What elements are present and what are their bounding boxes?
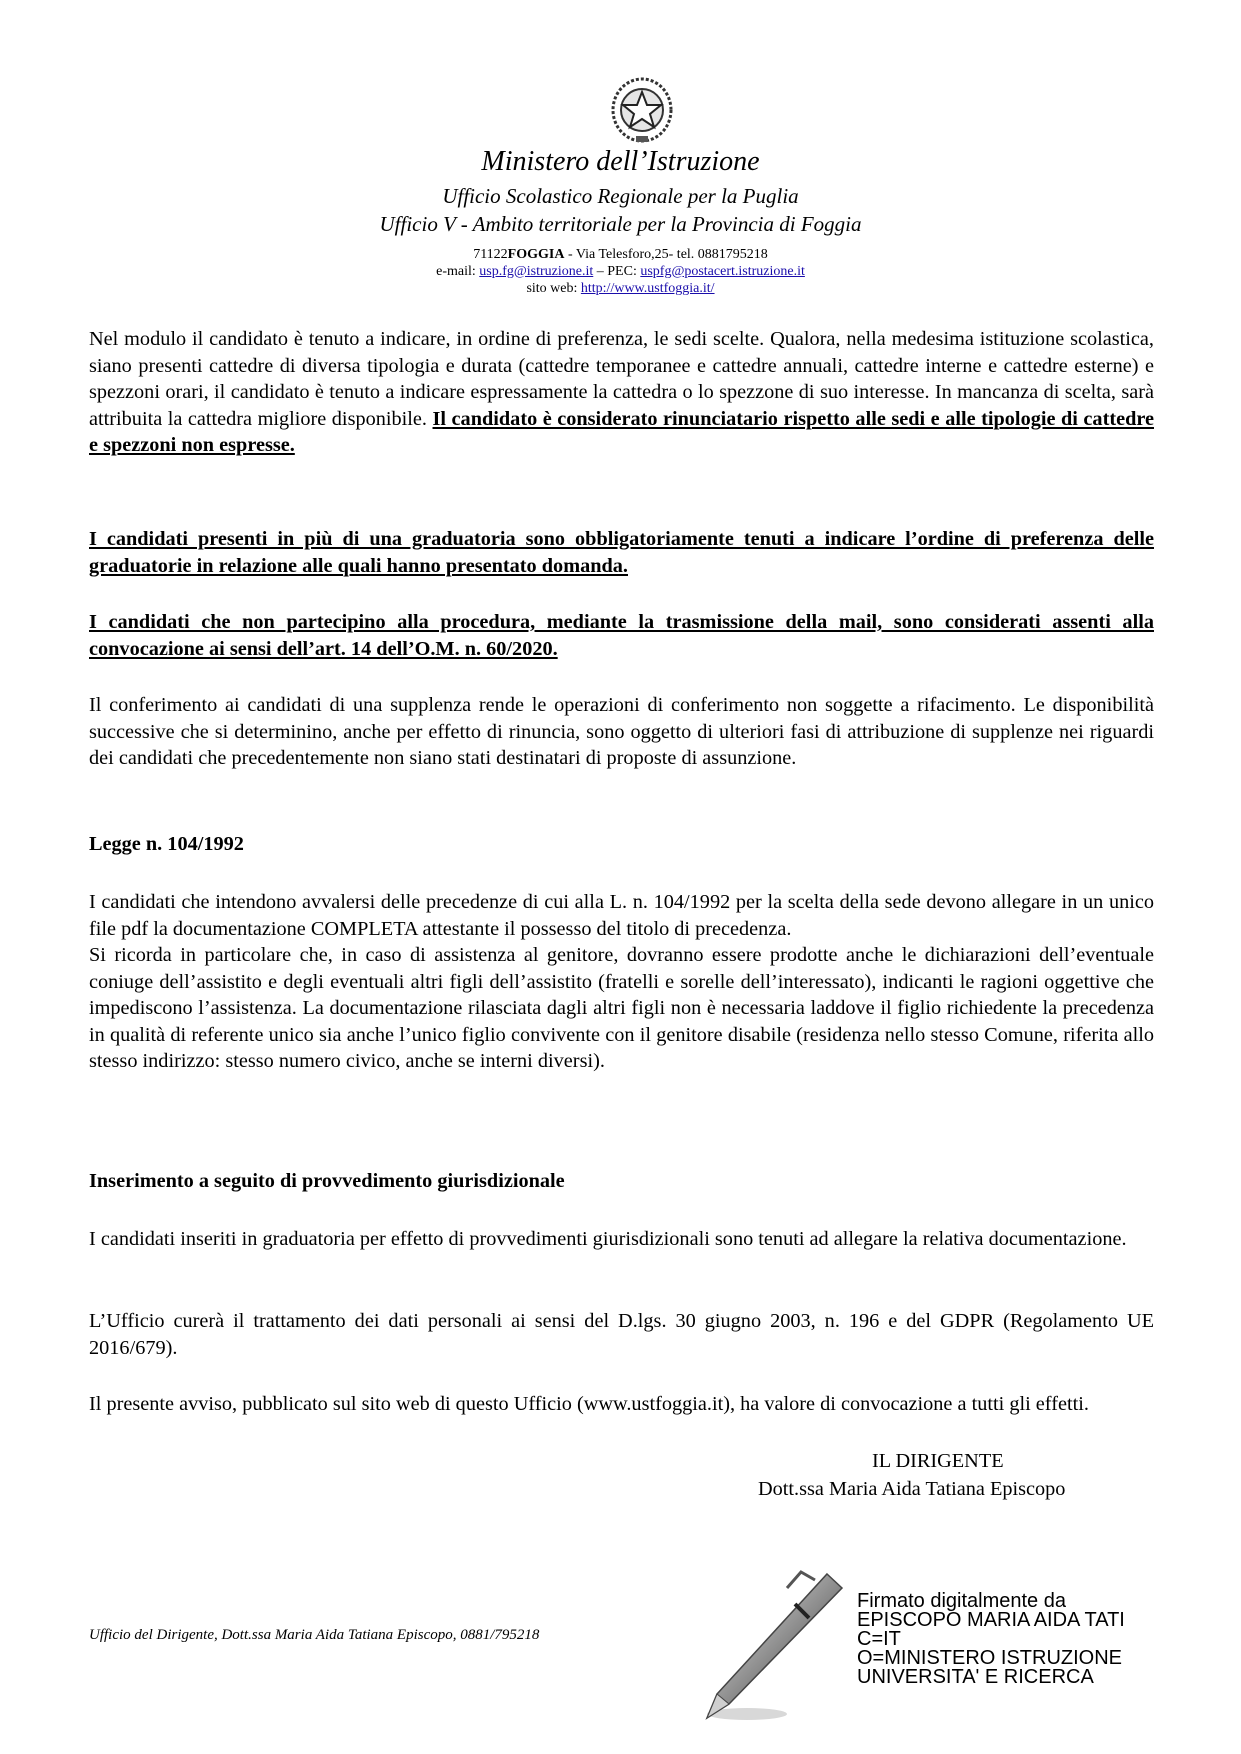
signature-name: Dott.ssa Maria Aida Tatiana Episcopo — [758, 1478, 1066, 1500]
web-label: sito web: — [526, 281, 581, 296]
digital-signature-line5: UNIVERSITA' E RICERCA — [857, 1666, 1094, 1688]
digital-signature-line4: O=MINISTERO ISTRUZIONE — [857, 1647, 1123, 1669]
heading-judicial: Inserimento a seguito di provvedimento giurisdizionale — [89, 1170, 565, 1192]
pec-label: – PEC: — [593, 264, 641, 279]
paragraph-assistance-text: Si ricorda in particolare che, in caso di assistenza al genitore, dovranno essere prodotte anche le dichiarazioni dell’eventuale coniuge dell’assistito e degli eventuali altri figli dell’assistito (fratelli e sorelle dell’interessato), indicanti le ragioni oggettive che impediscono l’assistenza. La documentazione rilasciata dagli altri figli non è necessaria laddove il figlio richiedente la precedenza in qualità di referente unico sia anche l’unico figlio convivente con il genitore disabile (residenza nello stesso Comune, riferita allo stesso indirizzo: stesso numero civico, anche se interni diversi). — [89, 944, 1154, 1072]
paragraph-law-104 — [89, 889, 1154, 1075]
paragraph-privacy — [89, 1308, 1154, 1361]
paragraph-conferral-text: Il conferimento ai candidati di una supplenza rende le operazioni di conferimento non soggette a rifacimento. Le disponibilità successive che si determinino, anche per effetto di rinuncia, sono oggetto di ulteriori fasi di attribuzione di supplenze nei riguardi dei candidati che precedentemente non siano stati destinatari di proposte di assunzione. — [89, 694, 1154, 769]
paragraph-absent-text: I candidati che non partecipino alla procedura, mediante la trasmissione della mail, sono considerati assenti alla convocazione ai sensi dell’art. 14 dell’O.M. n. 60/2020. — [89, 611, 1154, 660]
paragraph-absent — [89, 609, 1154, 662]
ministry-title: Ministero dell’Istruzione — [481, 146, 760, 177]
paragraph-law-104-text: I candidati che intendono avvalersi delle precedenze di cui alla L. n. 104/1992 per la scelta della sede devono allegare in un unico file pdf la documentazione COMPLETA attestante il possesso del titolo di precedenza. — [89, 891, 1154, 940]
paragraph-notice-text: Il presente avviso, pubblicato sul sito web di questo Ufficio (www.ustfoggia.it), ha valore di convocazione a tutti gli effetti. — [89, 1393, 1089, 1415]
pen-icon — [677, 1566, 847, 1726]
address-cap: 71122 — [473, 247, 508, 262]
email-link[interactable]: usp.fg@istruzione.it — [479, 264, 594, 279]
pec-link[interactable]: uspfg@postacert.istruzione.it — [640, 264, 805, 279]
digital-signature-line2: EPISCOPO MARIA AIDA TATI — [857, 1609, 1125, 1631]
paragraph-judicial-text: I candidati inseriti in graduatoria per effetto di provvedimenti giurisdizionali sono tenuti ad allegare la relativa documentazione. — [89, 1228, 1127, 1250]
regional-office: Ufficio Scolastico Regionale per la Puglia — [442, 184, 799, 208]
paragraph-choice-text: Nel modulo il candidato è tenuto a indicare, in ordine di preferenza, le sedi scelte. Qualora, nella medesima istituzione scolastica, siano presenti cattedre di diversa tipologia e durata (cattedre temporanee e cattedre annuali, cattedre interne e cattedre esterne) e spezzoni orari, il candidato è tenuto a indicare espressamente la cattedra o lo spezzone di suo interesse. In mancanza di scelta, sarà attribuita la cattedra migliore disponibile. — [89, 328, 1154, 430]
paragraph-choice-bold: Il candidato è considerato rinunciatario rispetto alle sedi e alle tipologie di cattedre e spezzoni non espresse. — [89, 407, 1154, 456]
website — [0, 281, 1241, 297]
email-label: e-mail: — [436, 264, 480, 279]
paragraph-conferral — [89, 692, 1154, 772]
address-rest: - Via Telesforo,25- tel. 0881795218 — [564, 247, 768, 262]
paragraph-choice — [89, 326, 1154, 459]
territorial-office: Ufficio V - Ambito territoriale per la Provincia di Foggia — [379, 212, 862, 236]
heading-law-104: Legge n. 104/1992 — [89, 833, 244, 855]
republic-emblem-icon — [611, 76, 673, 144]
digital-signature — [857, 1592, 1125, 1687]
footer-office: Ufficio del Dirigente, Dott.ssa Maria Aida Tatiana Episcopo, 0881/795218 — [89, 1627, 540, 1643]
paragraph-privacy-text: L’Ufficio curerà il trattamento dei dati personali ai sensi del D.lgs. 30 giugno 2003, n. 196 e del GDPR (Regolamento UE 2016/679). — [89, 1310, 1154, 1359]
paragraph-ranking-text: I candidati presenti in più di una graduatoria sono obbligatoriamente tenuti a indicare l’ordine di preferenza delle graduatorie in relazione alle quali hanno presentato domanda. — [89, 528, 1154, 577]
signature-role: IL DIRIGENTE — [872, 1450, 1004, 1472]
address-city: FOGGIA — [507, 247, 565, 262]
paragraph-judicial — [89, 1226, 1154, 1253]
office-address — [0, 247, 1241, 263]
paragraph-ranking — [89, 526, 1154, 579]
paragraph-notice — [89, 1391, 1154, 1418]
digital-signature-line1: Firmato digitalmente da — [857, 1590, 1066, 1612]
digital-signature-line3: C=IT — [857, 1628, 901, 1650]
contact-emails — [0, 264, 1241, 280]
website-link[interactable]: http://www.ustfoggia.it/ — [580, 281, 715, 296]
